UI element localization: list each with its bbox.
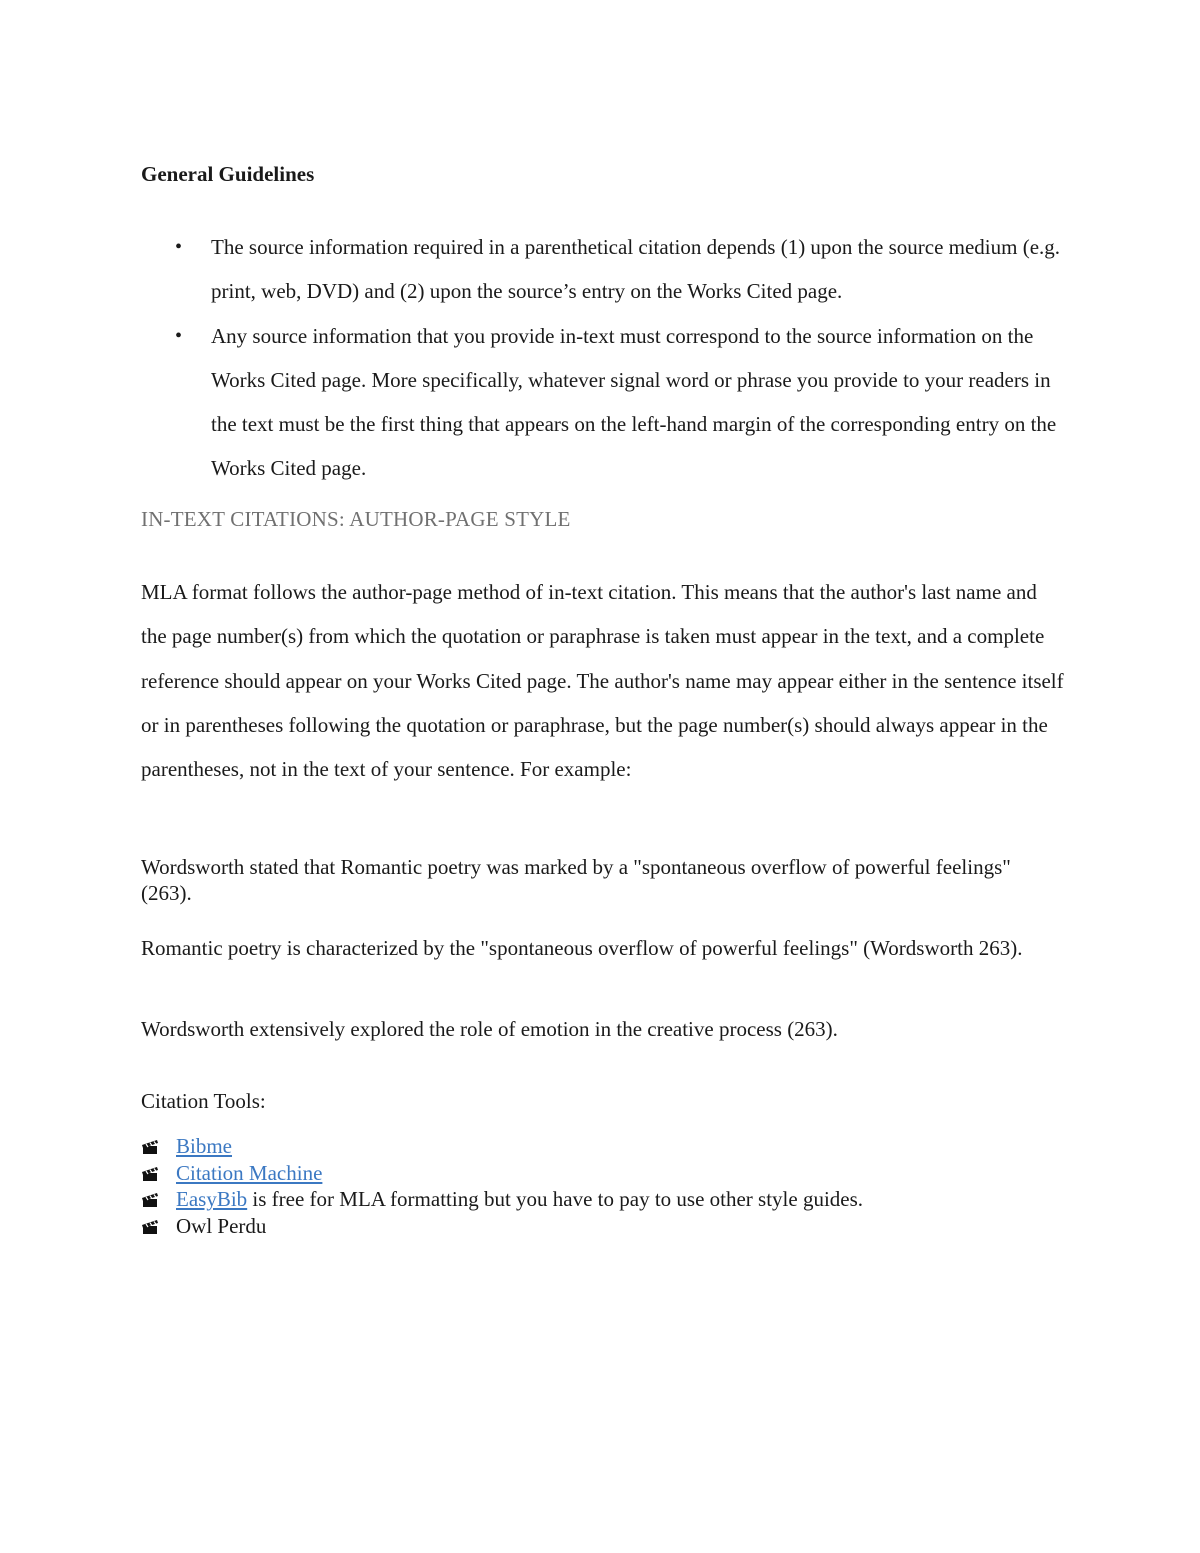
example-citation: Romantic poetry is characterized by the "spontaneous overflow of powerful feelings" (Wordsworth 263). <box>141 936 1023 960</box>
list-item <box>141 1186 1041 1213</box>
easybib-note: is free for MLA formatting but you have to pay to use other style guides. <box>247 1187 864 1212</box>
example-citation: Wordsworth stated that Romantic poetry was marked by a "spontaneous overflow of powerful feelings" (263). <box>141 855 1011 905</box>
list-item <box>141 1213 1041 1240</box>
citation-machine-link[interactable]: Citation Machine <box>176 1160 323 1185</box>
clapperboard-icon <box>141 1139 161 1155</box>
general-guidelines-heading: General Guidelines <box>141 162 315 186</box>
author-page-paragraph: MLA format follows the author-page method of in-text citation. This means that the author's last name and the page number(s) from which the quotation or paraphrase is taken must appear in the text, and a complete reference should appear on your Works Cited page. The author's name may appear either in the sentence itself or in parentheses following the quotation or paraphrase, but the page number(s) should always appear in the parentheses, not in the text of your sentence. For example: <box>141 580 1064 782</box>
list-item-text: The source information required in a parenthetical citation depends (1) upon the source medium (e.g. print, web, DVD) and (2) upon the source’s entry on the Works Cited page. <box>211 235 1061 304</box>
example-citation: Wordsworth extensively explored the role of emotion in the creative process (263). <box>141 1017 838 1041</box>
list-item <box>141 314 1071 491</box>
list-item <box>141 1133 1041 1160</box>
owl-perdu-text: Owl Perdu <box>176 1214 267 1239</box>
list-item-text: Any source information that you provide in-text must correspond to the source information on the Works Cited page. More specifically, whatever signal word or phrase you provide to your readers in the text must be the first thing that appears on the left-hand margin of the corresponding entry on the Works Cited page. <box>211 323 1057 481</box>
bullet-icon: • <box>175 236 183 258</box>
guidelines-list <box>141 225 1071 491</box>
list-item <box>141 225 1071 314</box>
list-item <box>141 1160 1041 1187</box>
bullet-icon: • <box>175 324 183 347</box>
citation-tools-list <box>141 1133 1041 1240</box>
clapperboard-icon <box>141 1219 161 1235</box>
easybib-link[interactable]: EasyBib <box>176 1187 248 1212</box>
clapperboard-icon <box>141 1166 161 1182</box>
in-text-citations-title: IN-TEXT CITATIONS: AUTHOR-PAGE STYLE <box>141 507 571 531</box>
bibme-link[interactable]: Bibme <box>176 1134 232 1158</box>
clapperboard-icon <box>141 1192 161 1208</box>
citation-tools-label: Citation Tools: <box>141 1089 266 1113</box>
